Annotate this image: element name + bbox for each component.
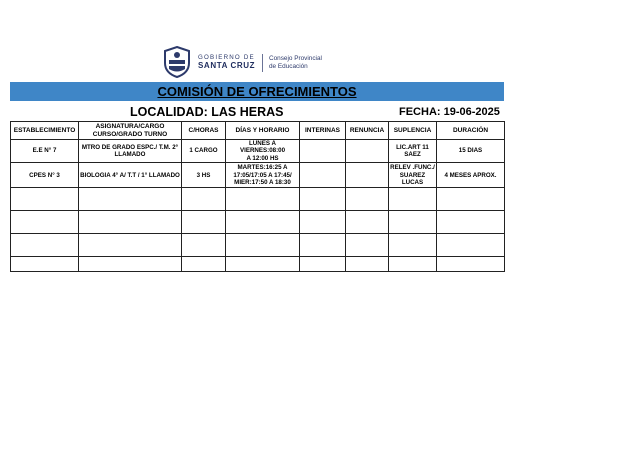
cell-horas: 3 HS [182,163,226,188]
empty-cell [226,211,300,234]
empty-cell [346,257,389,272]
empty-cell [389,188,437,211]
cell-asignatura [79,140,182,163]
header-duracion: DURACIÓN [437,122,505,140]
cell-asignatura-line2: LLAMADO [114,151,146,159]
cell-establecimiento: CPES N° 3 [11,163,79,188]
table-row [11,163,505,188]
cell-dias-line3: MIER:17:50 A 18:30 [234,178,291,186]
header-interinas: INTERINAS [300,122,346,140]
cell-suplencia [389,140,437,163]
org-subtitle [269,55,322,71]
table-header-row [11,122,505,140]
empty-cell [182,257,226,272]
empty-cell [79,211,182,234]
empty-cell [226,188,300,211]
empty-cell [437,257,505,272]
cell-dias-line2: 17:05/17:05 A 17:45/ [233,171,292,179]
org-name-line2: SANTA CRUZ [198,61,256,70]
header-dias: DÍAS Y HORARIO [226,122,300,140]
location-label: LOCALIDAD: LAS HERAS [130,105,284,119]
empty-cell [226,234,300,257]
header-renuncia: RENUNCIA [346,122,389,140]
empty-cell [79,188,182,211]
cell-asignatura: BIOLOGIA 4° A/ T.T / 1° LLAMADO [79,163,182,188]
header-asignatura-line2: CURSO/GRADO TURNO [92,130,168,138]
cell-dias-line1: MARTES:16:25 A [237,164,288,172]
cell-renuncia [346,140,389,163]
org-subtitle-line2: de Educación [269,63,308,70]
table-row-empty [11,211,505,234]
empty-cell [300,188,346,211]
empty-cell [11,211,79,234]
logo-divider [262,54,263,72]
cell-suplencia-line2: SAEZ [404,151,421,159]
empty-cell [79,234,182,257]
empty-cell [346,234,389,257]
cell-duracion: 15 DIAS [437,140,505,163]
cell-interinas [300,163,346,188]
cell-renuncia [346,163,389,188]
date-label: FECHA: 19-06-2025 [399,106,500,118]
empty-cell [226,257,300,272]
header-asignatura-line1: ASIGNATURA/CARGO [95,123,165,131]
empty-cell [11,234,79,257]
table-row-empty [11,188,505,211]
empty-cell [389,257,437,272]
cell-horas: 1 CARGO [182,140,226,163]
header-horas: C/HORAS [182,122,226,140]
org-name [198,54,255,70]
empty-cell [182,234,226,257]
empty-cell [437,234,505,257]
empty-cell [437,188,505,211]
empty-cell [346,188,389,211]
cell-suplencia-line2: SUAREZ LUCAS [399,171,426,186]
empty-cell [346,211,389,234]
empty-cell [79,257,182,272]
table-row [11,140,505,163]
table-row-empty [11,234,505,257]
cell-asignatura-line1: MTRO DE GRADO ESPC./ T.M. 2° [81,143,179,151]
empty-cell [182,211,226,234]
cell-duracion: 4 MESES APROX. [437,163,505,188]
cell-suplencia [389,163,437,188]
empty-cell [300,234,346,257]
org-name-line1: GOBIERNO DE [198,54,255,61]
cell-suplencia-line1: RELEV .FUNC./ [390,164,435,172]
empty-cell [300,257,346,272]
cell-dias [226,163,300,188]
org-subtitle-line1: Consejo Provincial [269,55,322,62]
empty-cell [389,234,437,257]
header-asignatura [79,122,182,140]
header-suplencia: SUPLENCIA [389,122,437,140]
cell-dias [226,140,300,163]
cell-dias-line1: LUNES A VIERNES:08:00 [239,140,286,155]
offerings-table [10,121,505,272]
header-establecimiento: ESTABLECIMIENTO [11,122,79,140]
cell-dias-line2: A 12:00 HS [246,154,279,162]
table-row-empty [11,257,505,272]
cell-suplencia-line1: LIC.ART 11 [396,143,429,151]
empty-cell [11,188,79,211]
title-banner: COMISIÓN DE OFRECIMIENTOS [10,82,504,101]
cell-interinas [300,140,346,163]
empty-cell [437,211,505,234]
government-logo [162,46,337,78]
empty-cell [182,188,226,211]
empty-cell [11,257,79,272]
cell-establecimiento: E.E N° 7 [11,140,79,163]
provincial-seal-icon [162,46,192,78]
empty-cell [389,211,437,234]
empty-cell [300,211,346,234]
